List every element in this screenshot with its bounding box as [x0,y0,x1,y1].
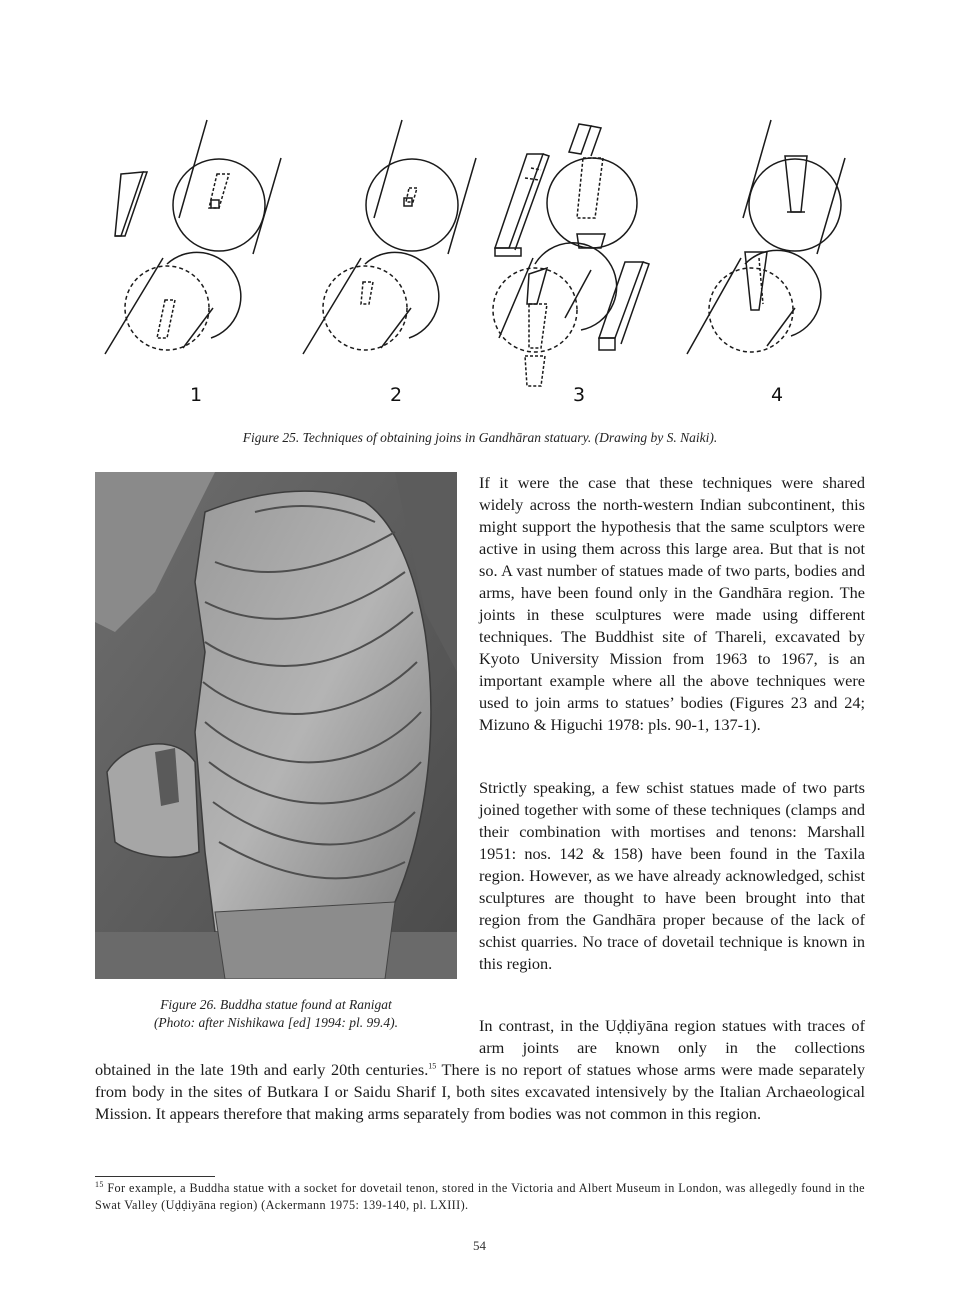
paragraph-1: If it were the case that these techniques were shared widely across the north-western Indian subcontinent, this might support the hypothesis that the same sculptors were active in using them across this large area. But that is not so. A vast number of statues made of two parts, bodies and arms, have been found only in the Gandhāra region. The joints in these sculptures were made using different techniques. The Buddhist site of Thareli, excavated by Kyoto University Mission from 1963 to 1967, is an important example where all the above techniques were used to join arms to statues’ bodies (Figures 23 and 24; Mizuno & Higuchi 1978: pls. 90-1, 137-1). [479,473,865,734]
figure-25-drawing [95,118,865,418]
figure-label-2: 2 [390,384,403,406]
figure-label-1: 1 [190,384,203,406]
page-number: 54 [473,1238,486,1253]
figure-26-photo [95,472,457,979]
paragraph-3-text-b: There is no report of statues whose arms were made separately from body in the sites of Butkara I or Saidu Sharif I, both sites excavated intensively by the Italian Archaeological Mission. It appears therefore that making arms separately from bodies was not common in this region. [95,1060,865,1123]
technique-2-drawing [303,120,476,354]
paragraph-3-start: In contrast, in the Uḍḍiyāna region statues with traces of arm joints are known only in the collections [479,1016,865,1057]
figure-label-4: 4 [771,384,784,406]
figure-label-3: 3 [573,384,586,406]
paragraph-3-continued [95,1059,865,1125]
footnote-divider [95,1176,215,1177]
figure-26-caption-line2: (Photo: after Nishikawa [ed] 1994: pl. 99.4). [153,1015,399,1030]
figure-26-caption-line1: Figure 26. Buddha statue found at Ranigat [160,997,392,1012]
figure-26-caption [95,996,457,1032]
paragraph-2: Strictly speaking, a few schist statues made of two parts joined together with some of these techniques (clamps and their combination with mortises and tenons: Marshall 1951: nos. 142 & 158) have been found in the Taxila region. However, as we have already acknowledged, schist sculptures are thought to have been brought into that region from the Gandhāra proper because of the lack of schist quarries. No trace of dovetail technique is known in this region. [479,778,865,973]
footnote-15 [95,1180,865,1214]
technique-1-drawing [105,120,281,354]
footnote-text: For example, a Buddha statue with a socket for dovetail tenon, stored in the Victoria and Albert Museum in London, was allegedly found in the Swat Valley (Uḍḍiyāna region) (Ackermann 1975: 139-140, pl. LXIII). [95,1181,865,1212]
figure-25-caption: Figure 25. Techniques of obtaining joins in Gandhāran statuary. (Drawing by S. Naiki). [242,430,718,445]
technique-3-drawing [493,124,649,386]
footnote-ref-15[interactable]: 15 [428,1061,437,1071]
footnote-number: 15 [95,1179,104,1189]
technique-4-drawing [687,120,845,354]
paragraph-3-text-a: obtained in the late 19th and early 20th centuries. [95,1060,429,1079]
